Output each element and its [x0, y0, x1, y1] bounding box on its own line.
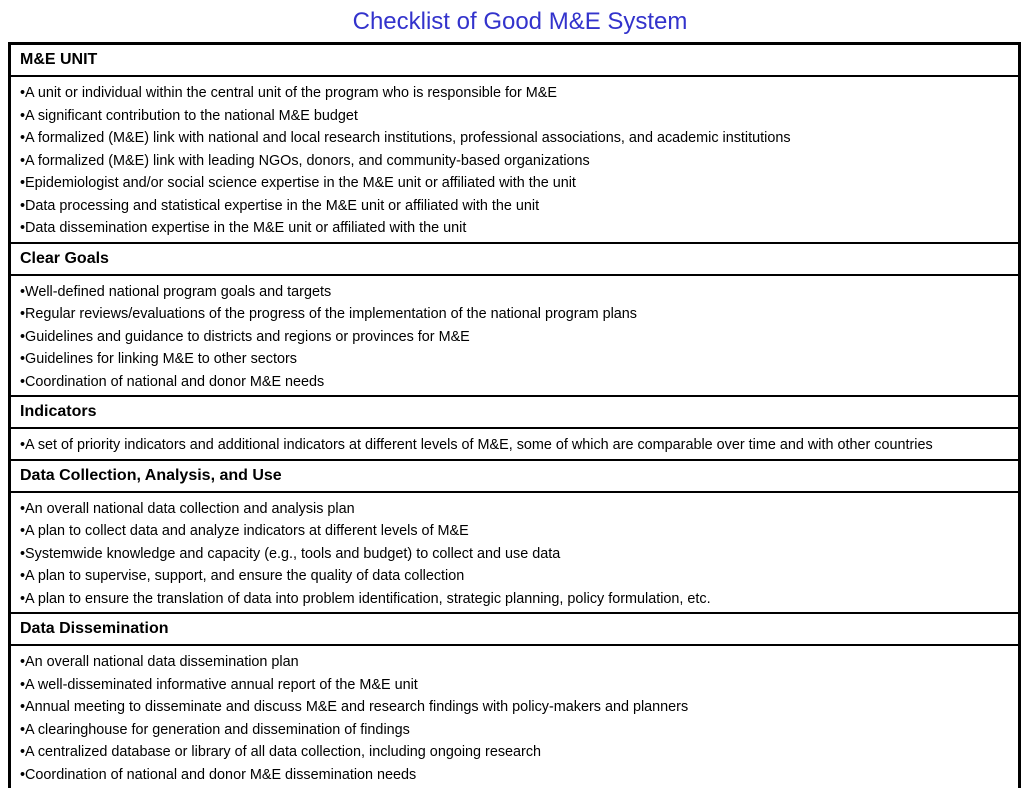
- checklist-item: •Coordination of national and donor M&E needs: [20, 373, 325, 390]
- section-item-list: [11, 276, 1018, 398]
- checklist-item: •Systemwide knowledge and capacity (e.g., tools and budget) to collect and use data: [20, 545, 561, 562]
- checklist-section: [11, 397, 1018, 461]
- checklist-section: [11, 45, 1018, 244]
- checklist-item: •Guidelines and guidance to districts and regions or provinces for M&E: [20, 328, 470, 345]
- section-header: Data Collection, Analysis, and Use: [11, 461, 1018, 493]
- section-header: Data Dissemination: [11, 614, 1018, 646]
- checklist-item: •A unit or individual within the central unit of the program who is responsible for M&E: [20, 85, 557, 101]
- checklist-item: •A centralized database or library of all data collection, including ongoing research: [20, 744, 542, 760]
- section-item-list: [11, 646, 1018, 788]
- checklist-item: •Coordination of national and donor M&E dissemination needs: [20, 766, 417, 783]
- checklist-item: •Regular reviews/evaluations of the progress of the implementation of the national program plans: [20, 306, 637, 322]
- checklist-item: •A formalized (M&E) link with leading NGOs, donors, and community-based organizations: [20, 152, 590, 169]
- section-header: Clear Goals: [11, 244, 1018, 276]
- section-item-list: [11, 77, 1018, 244]
- page-title: Checklist of Good M&E System: [352, 8, 688, 35]
- checklist-item: •Well-defined national program goals and targets: [20, 283, 332, 300]
- section-header: M&E UNIT: [11, 45, 1018, 77]
- checklist-item: •Data dissemination expertise in the M&E unit or affiliated with the unit: [20, 220, 467, 236]
- checklist-item: •Epidemiologist and/or social science expertise in the M&E unit or affiliated with the unit: [20, 175, 576, 191]
- checklist-item: •A clearinghouse for generation and dissemination of findings: [20, 721, 410, 738]
- checklist-item: •A plan to ensure the translation of data into problem identification, strategic planning, policy formulation, etc.: [20, 590, 711, 607]
- checklist-item: •A formalized (M&E) link with national and local research institutions, professional associations, and academic institutions: [20, 130, 791, 146]
- section-item-list: [11, 493, 1018, 615]
- checklist-section: [11, 244, 1018, 398]
- checklist-item: •Annual meeting to disseminate and discuss M&E and research findings with policy-makers and planners: [20, 699, 689, 715]
- section-header: Indicators: [11, 397, 1018, 429]
- checklist-item: •A well-disseminated informative annual report of the M&E unit: [20, 676, 418, 693]
- checklist-section: [11, 461, 1018, 615]
- checklist-table: [8, 42, 1021, 788]
- checklist-item: •A set of priority indicators and additional indicators at different levels of M&E, some of which are comparable over time and with other countries: [20, 437, 933, 453]
- checklist-item: •A plan to supervise, support, and ensure the quality of data collection: [20, 568, 465, 584]
- checklist-section: [11, 614, 1018, 788]
- section-item-list: [11, 429, 1018, 461]
- checklist-item: •An overall national data collection and analysis plan: [20, 500, 355, 517]
- checklist-item: •A plan to collect data and analyze indicators at different levels of M&E: [20, 523, 469, 539]
- checklist-item: •An overall national data dissemination plan: [20, 654, 299, 670]
- checklist-item: •Guidelines for linking M&E to other sectors: [20, 351, 297, 367]
- checklist-item: •Data processing and statistical expertise in the M&E unit or affiliated with the unit: [20, 197, 540, 214]
- checklist-item: •A significant contribution to the national M&E budget: [20, 107, 358, 124]
